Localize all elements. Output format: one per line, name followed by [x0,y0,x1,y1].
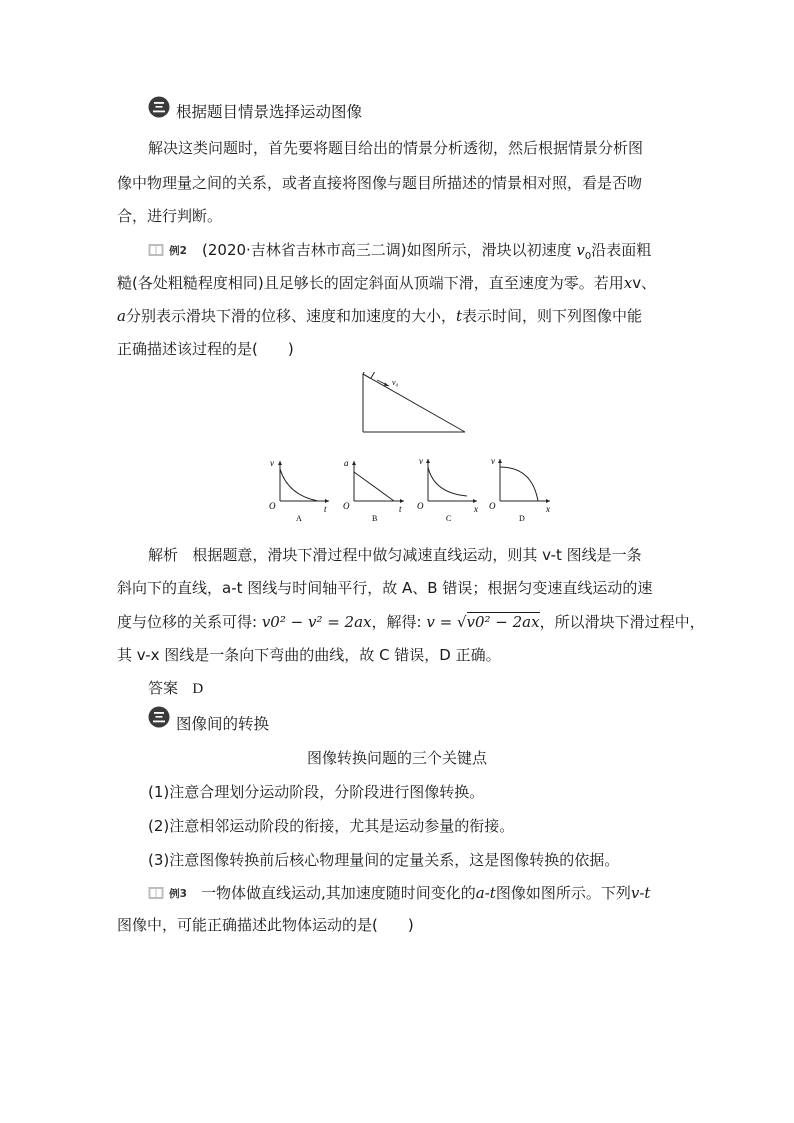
solution-line: 度与位移的关系可得: v0² − v² = 2ax，解得: v = √v0² − 2ax，所以滑块下滑过程中， [117,613,705,631]
key-point: (2)注意相邻运动阶段的衔接，尤其是运动参量的衔接。 [148,817,515,835]
solution-label: 解析 [148,546,179,564]
graph-a-x-label: t [324,504,327,514]
paragraph-line: 解决这类问题时，首先要将题目给出的情景分析透彻，然后根据情景分析图 [148,139,644,157]
sqrt-sign-icon: √ [456,613,467,631]
key-point: (1)注意合理划分运动阶段，分阶段进行图像转换。 [148,783,485,801]
graph-a-curve [280,469,318,501]
example-line: a分别表示滑块下滑的位移、速度和加速度的大小，t表示时间，则下列图像中能 [117,307,643,325]
graph-a-y-label: v [270,458,274,468]
slider-block [363,372,375,378]
book-icon [148,886,164,900]
graph-b [343,458,404,523]
graph-d-origin: O [489,501,496,511]
graph-b-origin: O [343,501,350,511]
graph-d-curve [500,467,538,501]
solution-line: 斜向下的直线，a-t 图线与时间轴平行，故 A、B 错误；根据匀变速直线运动的速 [117,579,653,597]
graph-c-caption: C [446,514,452,523]
incline-figure [355,372,475,436]
paragraph-line: 合，进行判断。 [117,207,223,225]
answer-label: 答案 [148,679,179,697]
subsection-title: 图像转换问题的三个关键点 [306,749,487,767]
answer-value: D [192,681,204,697]
graph-d [489,456,550,523]
section-number-badge-icon [148,96,170,118]
example-label: 例3 [169,888,187,900]
graph-c-curve [428,467,467,496]
section-number-badge-icon [148,706,170,728]
graph-d-x-label: x [546,504,550,514]
section-heading: 根据题目情景选择运动图像 [176,103,363,121]
solution-line: 解析 根据题意，滑块下滑过程中做匀减速直线运动，则其 v-t 图线是一条 [148,546,642,564]
example-line: (2020·吉林省吉林市高三二调)如图所示，滑块以初速度 $v_0$沿表面粗 [202,241,652,262]
graph-b-x-label: t [399,504,402,514]
example-tag [148,882,187,901]
graph-d-y-label: v [491,456,495,466]
example-label: 例2 [169,245,187,257]
key-point: (3)注意图像转换前后核心物理量间的定量关系，这是图像转换的依据。 [148,851,620,869]
example-line: 正确描述该过程的是( ) [117,340,294,358]
example-line: 糙(各处粗糙程度相同)且足够长的固定斜面从顶端下滑，直至速度为零。若用xv、 [117,274,657,292]
graph-c-x-label: x [474,504,478,514]
graph-b-line [354,472,394,501]
incline-velocity-label: v₀ [392,378,399,387]
example-line: 图像中，可能正确描述此物体运动的是( ) [117,916,414,934]
book-icon [148,243,164,257]
equation-1: v0² − v² = 2ax [261,613,372,631]
graph-a-origin: O [269,501,276,511]
graph-b-y-label: a [344,458,349,468]
equation-2-radicand: v0² − 2ax [466,613,540,631]
graph-c-origin: O [417,501,424,511]
solution-line: 其 v-x 图线是一条向下弯曲的曲线，故 C 错误，D 正确。 [117,646,501,664]
graph-b-caption: B [372,514,378,523]
graph-c [417,456,478,523]
answer-line [148,678,203,699]
example-tag [148,239,187,258]
example-line: 一物体做直线运动,其加速度随时间变化的a-t图像如图所示。下列v-t [201,884,651,902]
graph-a-caption: A [296,514,302,523]
graph-a [269,458,329,523]
graph-d-caption: D [519,514,525,523]
section-heading: 图像间的转换 [176,715,270,733]
graph-c-y-label: v [419,456,423,466]
option-graphs [262,455,562,527]
paragraph-line: 像中物理量之间的关系，或者直接将图像与题目所描述的情景相对照，看是否吻 [117,174,643,192]
